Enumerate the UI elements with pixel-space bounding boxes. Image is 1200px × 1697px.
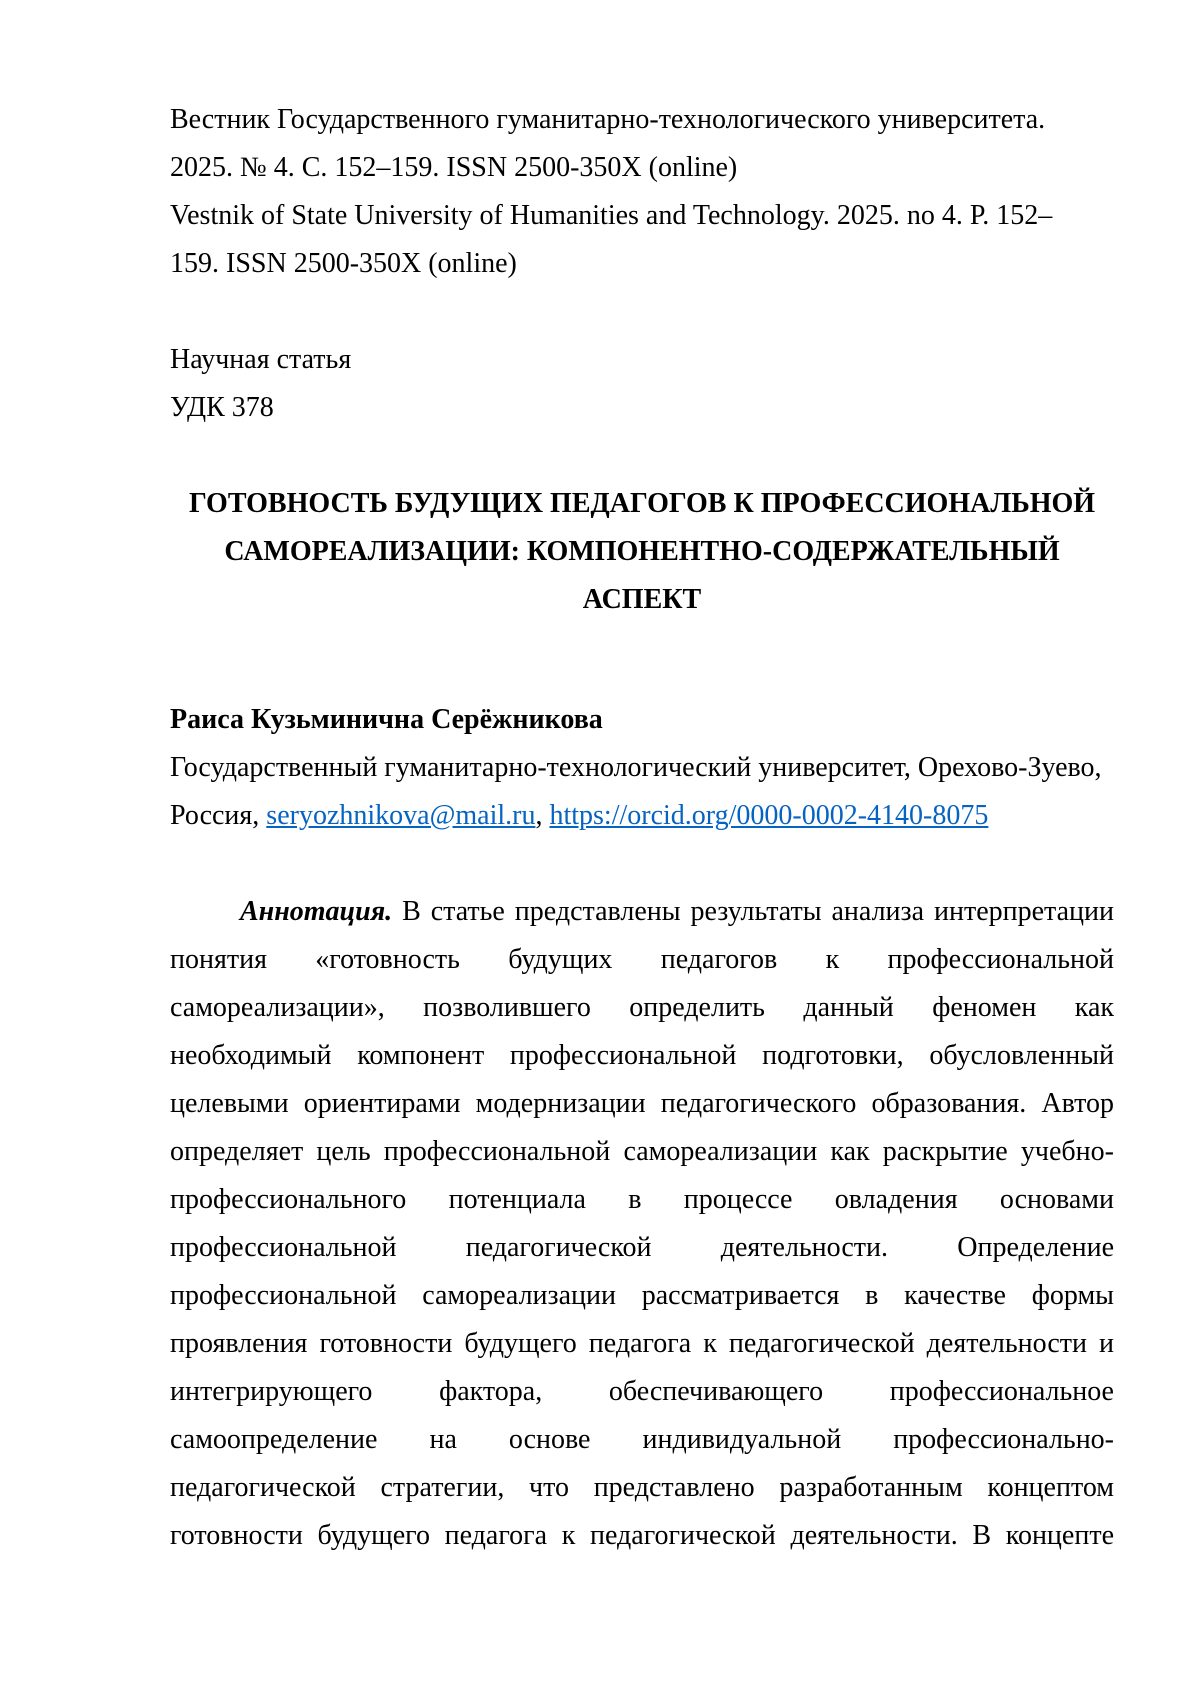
abstract-line: проявления готовности будущего педагога к педагогической деятельности и [170, 1328, 1114, 1359]
contact-separator: , [535, 800, 550, 831]
abstract-line: целевыми ориентирами модернизации педагогического образования. Автор [170, 1088, 1114, 1119]
abstract-line: профессиональной самореализации рассматривается в качестве формы [170, 1280, 1114, 1311]
author-name: Раиса Кузьминична Серёжникова [170, 704, 603, 735]
abstract-line: профессионального потенциала в процессе овладения основами [170, 1184, 1114, 1215]
abstract-line: необходимый компонент профессиональной подготовки, обусловленный [170, 1040, 1114, 1071]
abstract-block [170, 888, 1114, 1560]
author-country: Россия, [170, 800, 267, 831]
abstract-first-line [170, 888, 1114, 936]
abstract-line: самоопределение на основе индивидуальной профессионально- [170, 1424, 1114, 1455]
author-orcid-link[interactable]: https://orcid.org/0000-0002-4140-8075 [549, 800, 989, 831]
abstract-text [170, 936, 1114, 1560]
article-meta [170, 336, 1114, 432]
author-email-link[interactable]: seryozhnikova@mail.ru [266, 800, 536, 831]
article-title [170, 480, 1114, 624]
journal-header-en-line2: 159. ISSN 2500-350X (online) [170, 248, 517, 279]
article-title-line1: ГОТОВНОСТЬ БУДУЩИХ ПЕДАГОГОВ К ПРОФЕССИОНАЛЬНОЙ [188, 488, 1096, 519]
abstract-line: готовности будущего педагога к педагогической деятельности. В концепте [170, 1520, 1114, 1551]
journal-header-ru-line2: 2025. № 4. С. 152–159. ISSN 2500-350X (online) [170, 152, 738, 183]
abstract-line: определяет цель профессиональной самореализации как раскрытие учебно- [170, 1136, 1114, 1167]
abstract-first-line-text: В статье представлены результаты анализа интерпретации [402, 896, 1114, 927]
abstract-label: Аннотация. [240, 896, 393, 927]
article-title-line3: АСПЕКТ [582, 584, 702, 615]
journal-header-en-line1: Vestnik of State University of Humanities and Technology. 2025. no 4. P. 152– [170, 200, 1053, 231]
author-contact-line [170, 792, 1114, 840]
abstract-line: профессиональной педагогической деятельности. Определение [170, 1232, 1114, 1263]
abstract-line: понятия «готовность будущих педагогов к профессиональной [170, 944, 1114, 975]
article-title-line2: САМОРЕАЛИЗАЦИИ: КОМПОНЕНТНО-СОДЕРЖАТЕЛЬНЫЙ [224, 536, 1060, 567]
journal-header [170, 96, 1114, 288]
abstract-line: педагогической стратегии, что представлено разработанным концептом [170, 1472, 1114, 1503]
journal-header-ru-line1: Вестник Государственного гуманитарно-технологического университета. [170, 104, 1046, 135]
author-block [170, 696, 1114, 840]
abstract-line: самореализации», позволившего определить данный феномен как [170, 992, 1114, 1023]
udc-label: УДК 378 [170, 392, 274, 423]
abstract-line: интегрирующего фактора, обеспечивающего профессиональное [170, 1376, 1114, 1407]
article-type-label: Научная статья [170, 344, 352, 375]
author-affiliation-line1: Государственный гуманитарно-технологический университет, Орехово-Зуево, [170, 752, 1102, 783]
